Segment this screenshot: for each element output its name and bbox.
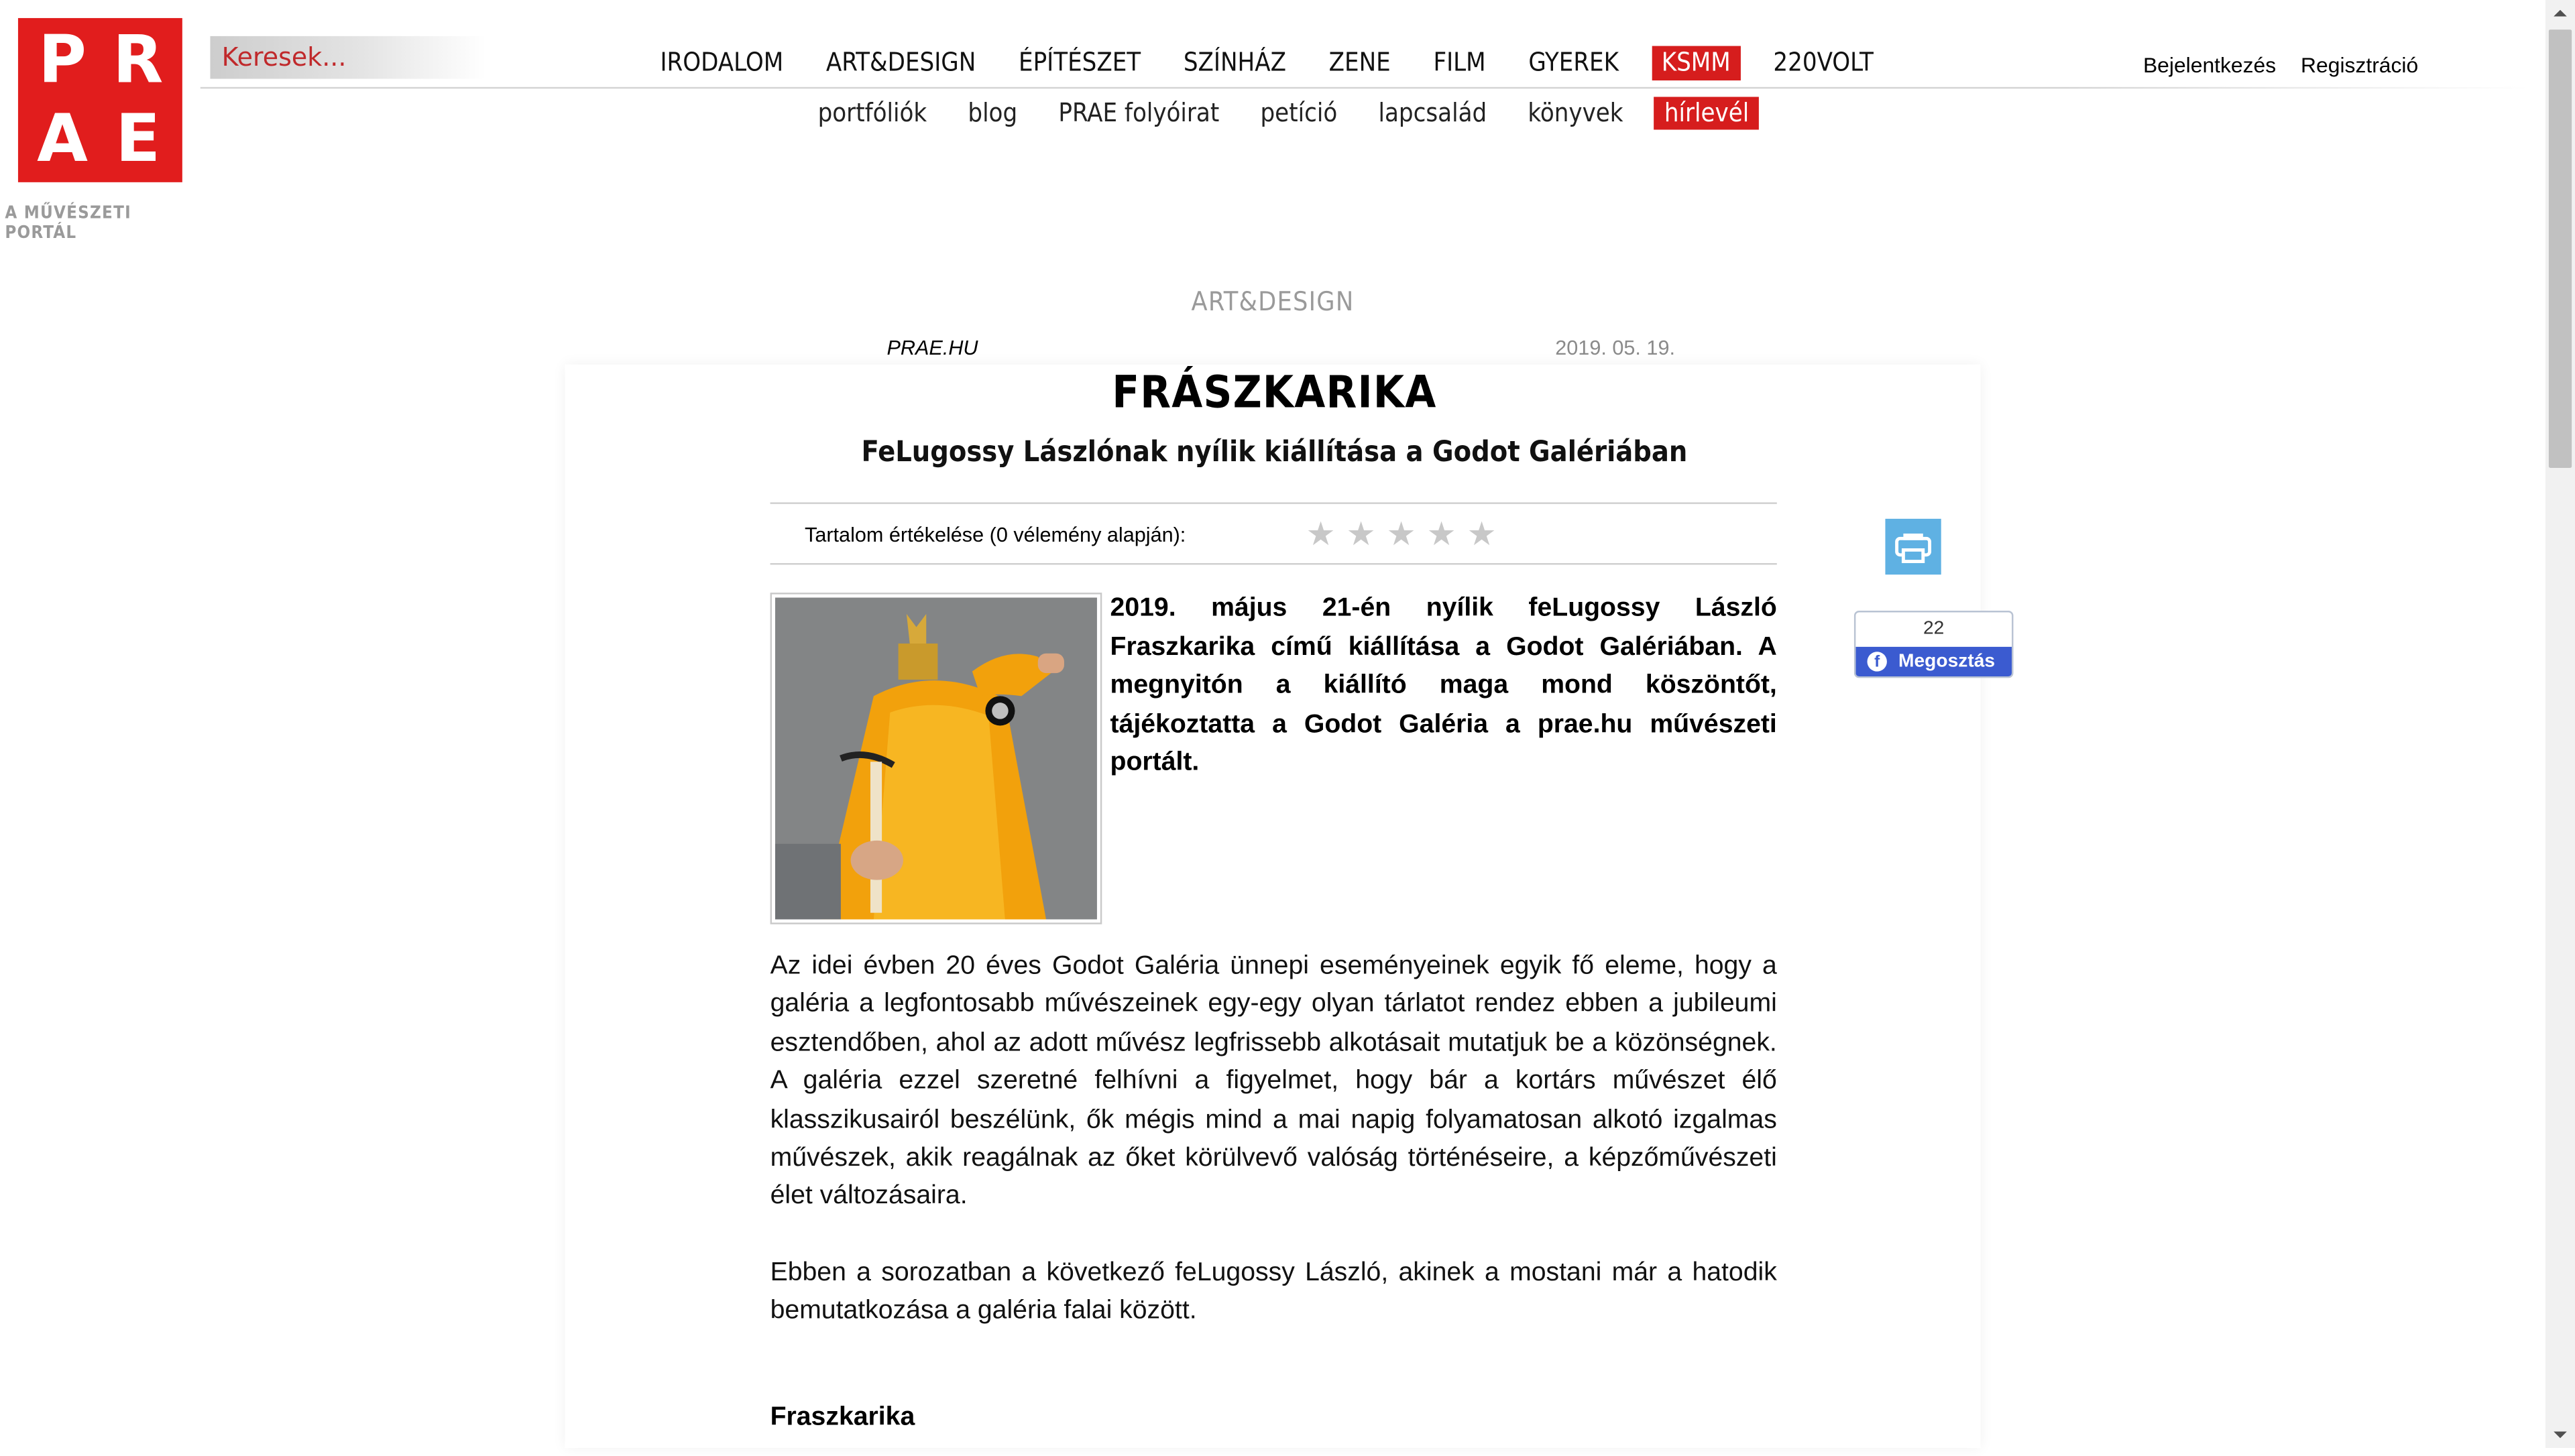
print-button[interactable]: [1885, 519, 1941, 574]
share-button-label: Megosztás: [1898, 652, 1996, 672]
rating-bottom-divider: [770, 563, 1777, 564]
scroll-down-arrow[interactable]: [2545, 1420, 2575, 1448]
register-link[interactable]: Regisztráció: [2301, 52, 2419, 78]
article-image[interactable]: [770, 593, 1102, 924]
rating-label: Tartalom értékelése (0 vélemény alapján):: [805, 524, 1186, 547]
logo-letter-p: P: [38, 23, 87, 99]
logo-letter-e: E: [115, 101, 161, 178]
rating-stars: [1304, 519, 1499, 552]
search-box: [210, 36, 485, 79]
logo-letter-r: R: [112, 23, 164, 99]
subnav-peticio[interactable]: petíció: [1260, 98, 1338, 129]
article-source: PRAE.HU: [886, 337, 978, 360]
main-nav: [650, 46, 1906, 82]
star-icon[interactable]: ★: [1346, 517, 1376, 554]
subnav-prae-folyoirat[interactable]: PRAE folyóirat: [1058, 98, 1220, 129]
sub-nav: [808, 97, 1780, 129]
scroll-up-arrow[interactable]: [2545, 0, 2575, 28]
article-section-heading: Fraszkarika: [770, 1403, 915, 1432]
logo-letter-a: A: [37, 101, 88, 178]
print-icon: [1885, 519, 1941, 574]
nav-zene[interactable]: ZENE: [1328, 48, 1391, 78]
facebook-share-button[interactable]: [1855, 647, 2012, 676]
subnav-portfoliok[interactable]: portfóliók: [817, 98, 927, 129]
nav-film[interactable]: FILM: [1433, 48, 1486, 78]
nav-szinhaz[interactable]: SZÍNHÁZ: [1183, 48, 1286, 78]
subnav-blog[interactable]: blog: [968, 98, 1018, 129]
header-divider: [201, 87, 2529, 88]
share-count: 22: [1923, 619, 1945, 639]
nav-gyerek[interactable]: GYEREK: [1528, 48, 1619, 78]
nav-220volt[interactable]: 220VOLT: [1773, 48, 1874, 78]
rating-top-divider: [770, 502, 1777, 503]
scrollbar-thumb[interactable]: [2549, 29, 2572, 468]
logo-tagline: A MŰVÉSZETI PORTÁL: [5, 203, 131, 243]
article-subtitle: FeLugossy Lászlónak nyílik kiállítása a Godot Galériában: [861, 436, 1688, 470]
nav-epiteszet[interactable]: ÉPÍTÉSZET: [1018, 48, 1141, 78]
article-title: FRÁSZKARIKA: [1112, 367, 1437, 419]
star-icon[interactable]: ★: [1306, 517, 1336, 554]
star-icon[interactable]: ★: [1386, 517, 1416, 554]
star-icon[interactable]: ★: [1426, 517, 1456, 554]
nav-ksmm[interactable]: KSMM: [1652, 46, 1740, 80]
article-paragraph: Ebben a sorozatban a következő feLugossy László, akinek a mostani már a hatodik bemutatkozása a galéria falai között.: [770, 1259, 1777, 1326]
article-paragraph: Az idei évben 20 éves Godot Galéria ünnepi eseményeinek egyik fő eleme, hogy a galéria a legfontosabb művészeinek egy-egy olyan tárlatot rendez ebben a jubileumi esztendőben, ahol az adott művész legfrissebb alkotásait mutatjuk be a közönségnek. A galéria ezzel szeretné felhívni a figyelmet, hogy bár a kortárs művészet élő klasszikusairól beszélünk, ők mégis mind a mai napig folyamatosan alkotó izgalmas művészek, akik reagálnak az őket körülvevő valóság történéseire, a képzőművészeti élet változásaira.: [770, 952, 1777, 1211]
subnav-lapcsalad[interactable]: lapcsalád: [1378, 98, 1487, 129]
search-input[interactable]: [210, 36, 484, 79]
subnav-konyvek[interactable]: könyvek: [1528, 98, 1623, 129]
article-category[interactable]: ART&DESIGN: [1191, 286, 1355, 317]
prae-logo[interactable]: [18, 18, 182, 182]
article-date: 2019. 05. 19.: [1555, 337, 1675, 360]
subnav-hirlevel[interactable]: hírlevél: [1654, 97, 1759, 129]
facebook-icon: f: [1868, 652, 1887, 671]
star-icon[interactable]: ★: [1467, 517, 1497, 554]
facebook-share-widget: [1854, 611, 2014, 678]
nav-art-design[interactable]: ART&DESIGN: [825, 48, 976, 78]
nav-irodalom[interactable]: IRODALOM: [660, 48, 784, 78]
login-link[interactable]: Bejelentkezés: [2142, 52, 2277, 78]
article-lead: 2019. május 21-én nyílik feLugossy László Fraszkarika című kiállítása a Godot Galériában. A megnyitón a kiállító maga mond köszöntőt, tájékoztatta a Godot Galéria a prae.hu művészeti portált.: [1110, 594, 1777, 777]
